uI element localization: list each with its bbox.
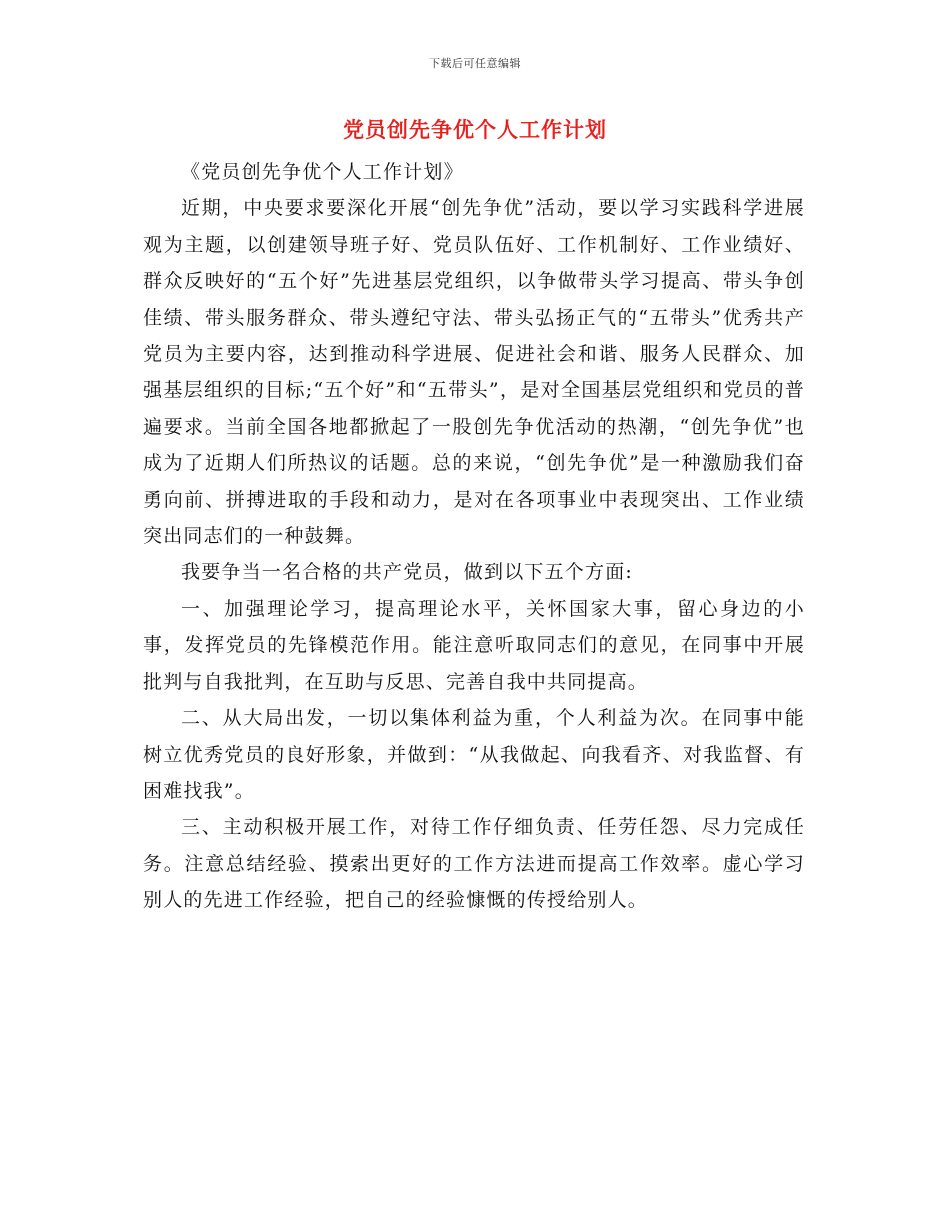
paragraph-item-1: 一、加强理论学习，提高理论水平，关怀国家大事，留心身边的小事，发挥党员的先锋模范作用。能注意听取同志们的意见，在同事中开展批判与自我批判，在互助与反思、完善自我中共同提高。 (143, 597, 805, 693)
paragraph-pledge: 我要争当一名合格的共产党员，做到以下五个方面: (181, 561, 634, 584)
paragraph-intro: 近期，中央要求要深化开展“创先争优”活动，要以学习实践科学进展观为主题，以创建领导班子好、党员队伍好、工作机制好、工作业绩好、群众反映好的“五个好”先进基层党组织，以争做带头学习提高、带头争创佳绩、带头服务群众、带头遵纪守法、带头弘扬正气的“五带头”优秀共产党员为主要内容，达到推动科学进展、促进社会和谐、服务人民群众、加强基层组织的目标;“五个好”和“五带头”，是对全国基层党组织和党员的普遍要求。当前全国各地都掀起了一股创先争优活动的热潮，“创先争优”也成为了近期人们所热议的话题。总的来说，“创先争优”是一种激励我们奋勇向前、拼搏进取的手段和动力，是对在各项事业中表现突出、工作业绩突出同志们的一种鼓舞。 (143, 197, 805, 548)
document-body (143, 154, 805, 919)
paragraph-item-2: 二、从大局出发，一切以集体利益为重，个人利益为次。在同事中能树立优秀党员的良好形象，并做到：“从我做起、向我看齐、对我监督、有困难找我”。 (143, 707, 805, 802)
paragraph-subtitle: 《党员创先争优个人工作计划》 (181, 161, 464, 183)
page-header-note: 下载后可任意编辑 (429, 57, 521, 70)
paragraph-item-3: 三、主动积极开展工作，对待工作仔细负责、任劳任怨、尽力完成任务。注意总结经验、摸索出更好的工作方法进而提高工作效率。虚心学习别人的先进工作经验，把自己的经验慷慨的传授给别人。 (143, 816, 805, 912)
document-title: 党员创先争优个人工作计划 (343, 117, 607, 142)
